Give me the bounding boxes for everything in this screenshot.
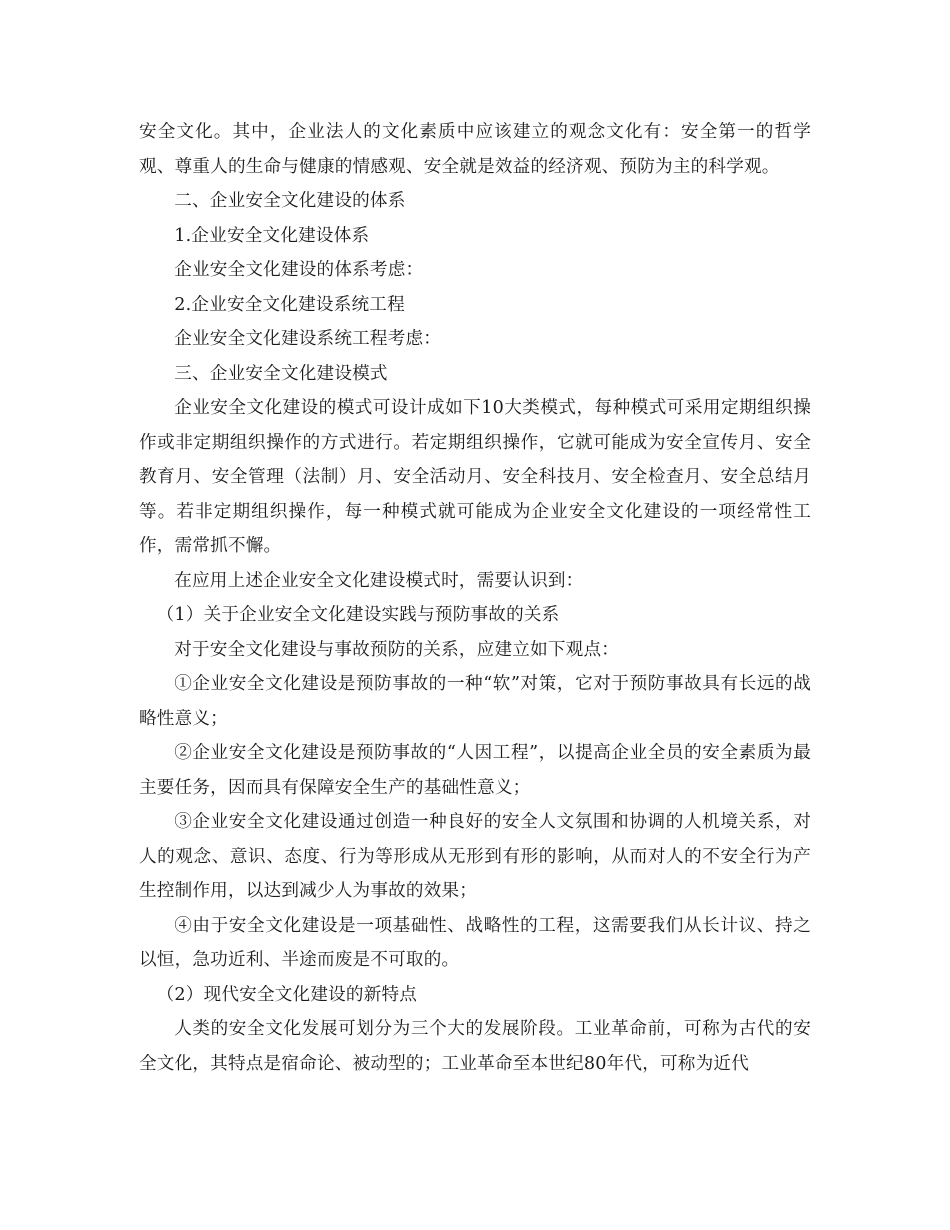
paragraph: 人类的安全文化发展可划分为三个大的发展阶段。工业革命前，可称为古代的安全文化，其特点是宿命论、被动型的；工业革命至本世纪80年代，可称为近代	[139, 1019, 811, 1074]
paragraph: （1）关于企业安全文化建设实践与预防事故的关系	[156, 605, 560, 625]
paragraph: ①企业安全文化建设是预防事故的一种“软”对策，它对于预防事故具有长远的战略性意义；	[139, 674, 811, 729]
body-text	[139, 115, 811, 1081]
paragraph: 2.企业安全文化建设系统工程	[174, 294, 405, 315]
paragraph: （2）现代安全文化建设的新特点	[156, 984, 418, 1005]
paragraph: 二、企业安全文化建设的体系	[174, 191, 406, 211]
paragraph: ④由于安全文化建设是一项基础性、战略性的工程，这需要我们从长计议、持之以恒，急功近利、半途而废是不可取的。	[139, 915, 811, 970]
paragraph: 企业安全文化建设的体系考虑：	[174, 260, 424, 280]
paragraph: ③企业安全文化建设通过创造一种良好的安全人文氛围和协调的人机境关系，对人的观念、意识、态度、行为等形成从无形到有形的影响，从而对人的不安全行为产生控制作用，以达到减少人为事故的效果；	[139, 812, 811, 901]
paragraph: 在应用上述企业安全文化建设模式时，需要认识到：	[174, 570, 584, 591]
paragraph: 三、企业安全文化建设模式	[174, 363, 388, 384]
paragraph: 对于安全文化建设与事故预防的关系，应建立如下观点：	[174, 639, 620, 660]
paragraph: 1.企业安全文化建设体系	[174, 225, 370, 246]
paragraph: ②企业安全文化建设是预防事故的“人因工程”，以提高企业全员的安全素质为最主要任务，因而具有保障安全生产的基础性意义；	[139, 743, 811, 798]
paragraph: 安全文化。其中，企业法人的文化素质中应该建立的观念文化有：安全第一的哲学观、尊重人的生命与健康的情感观、安全就是效益的经济观、预防为主的科学观。	[139, 122, 811, 177]
paragraph: 企业安全文化建设的模式可设计成如下10大类模式，每种模式可采用定期组织操作或非定期组织操作的方式进行。若定期组织操作，它就可能成为安全宣传月、安全教育月、安全管理（法制）月、安全活动月、安全科技月、安全检查月、安全总结月等。若非定期组织操作，每一种模式就可能成为企业安全文化建设的一项经常性工作，需常抓不懈。	[139, 398, 811, 556]
paragraph: 企业安全文化建设系统工程考虑：	[174, 329, 442, 349]
